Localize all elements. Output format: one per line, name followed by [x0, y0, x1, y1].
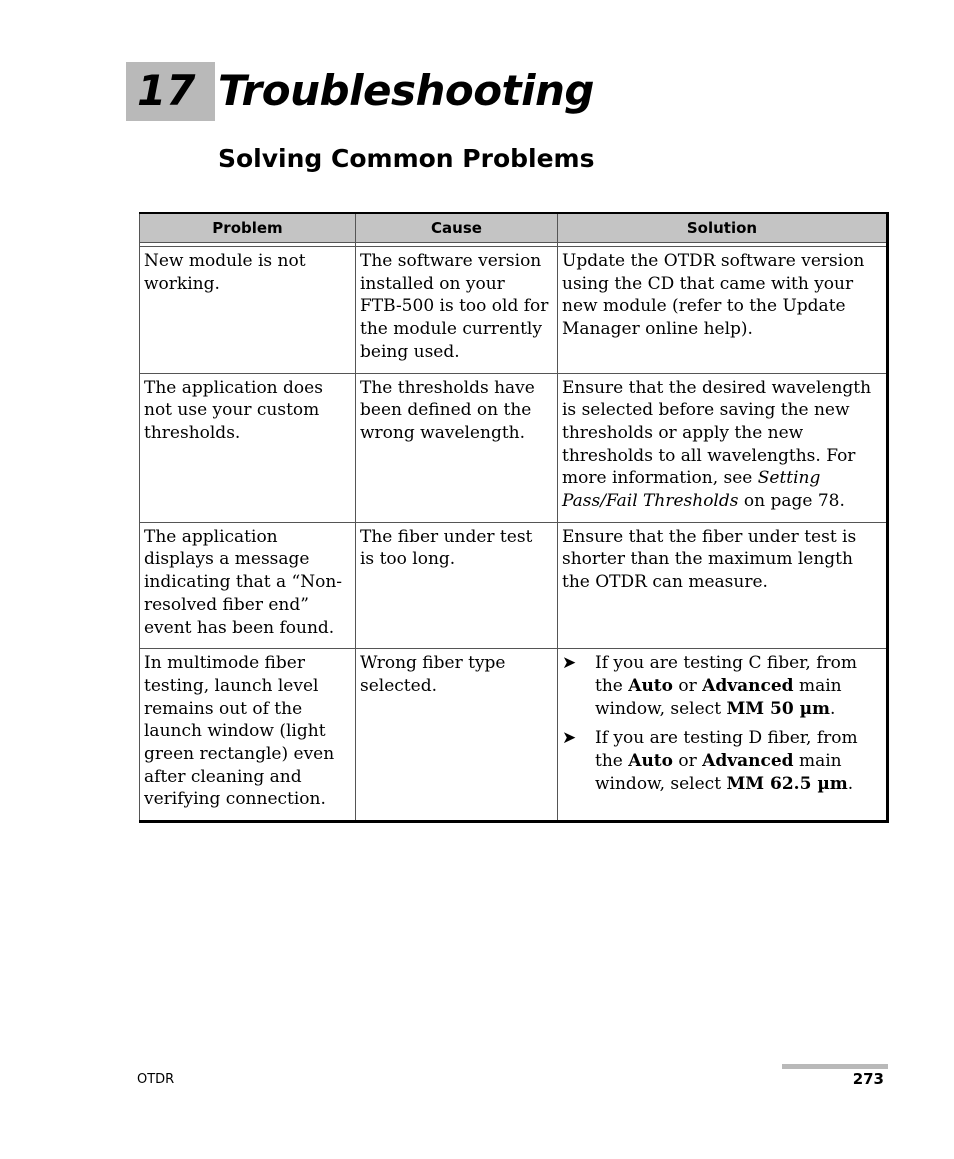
table-row [140, 649, 888, 822]
cross-reference-link[interactable]: Setting Pass/Fail Thresholds [562, 468, 821, 512]
solution-step-text: If you are testing C fiber, from the Auto or Advanced main window, select MM 50 µm. [595, 653, 857, 719]
cause-cell: The fiber under test is too long. [356, 522, 558, 649]
arrow-bullet-icon: ➤ [562, 728, 577, 749]
solution-step-text: If you are testing D fiber, from the Auto or Advanced main window, select MM 62.5 µm. [595, 728, 858, 794]
troubleshooting-table [139, 212, 889, 823]
auto-option: Auto [628, 675, 673, 696]
advanced-option: Advanced [702, 675, 794, 696]
problem-cell: The application does not use your custom thresholds. [140, 373, 356, 522]
fiber-type-value: MM 62.5 µm [726, 773, 848, 794]
table-header-row [140, 213, 888, 243]
solution-cell [558, 649, 888, 822]
solution-cell [558, 373, 888, 522]
section-title: Solving Common Problems [218, 144, 595, 173]
cause-cell: Wrong fiber type selected. [356, 649, 558, 822]
header-problem: Problem [140, 213, 356, 243]
footer-product-name: OTDR [137, 1072, 175, 1087]
problem-cell: New module is not working. [140, 247, 356, 374]
problem-cell: The application displays a message indicating that a “Non-resolved fiber end” event has been found. [140, 522, 356, 649]
advanced-option: Advanced [702, 751, 794, 772]
cause-cell: The software version installed on your FTB-500 is too old for the module currently being used. [356, 247, 558, 374]
table-row [140, 522, 888, 649]
solution-text: Ensure that the desired wavelength is selected before saving the new thresholds or apply the new thresholds to all wavelengths. For more information, see [562, 377, 872, 489]
page-number: 273 [852, 1070, 884, 1088]
chapter-number: 17 [137, 66, 196, 115]
header-cause: Cause [356, 213, 558, 243]
auto-option: Auto [628, 751, 673, 772]
arrow-bullet-icon: ➤ [562, 653, 577, 674]
solution-step [562, 727, 880, 795]
solution-step [562, 652, 880, 720]
table-row [140, 373, 888, 522]
fiber-type-value: MM 50 µm [726, 698, 830, 719]
header-solution: Solution [558, 213, 888, 243]
chapter-title: Troubleshooting [218, 66, 594, 115]
table-row [140, 247, 888, 374]
solution-cell: Update the OTDR software version using the CD that came with your new module (refer to the Update Manager online help). [558, 247, 888, 374]
solution-text-end: on page 78. [738, 491, 845, 512]
problem-cell: In multimode fiber testing, launch level remains out of the launch window (light green rectangle) even after cleaning and verifying connection. [140, 649, 356, 822]
solution-cell: Ensure that the fiber under test is shorter than the maximum length the OTDR can measure. [558, 522, 888, 649]
cause-cell: The thresholds have been defined on the wrong wavelength. [356, 373, 558, 522]
